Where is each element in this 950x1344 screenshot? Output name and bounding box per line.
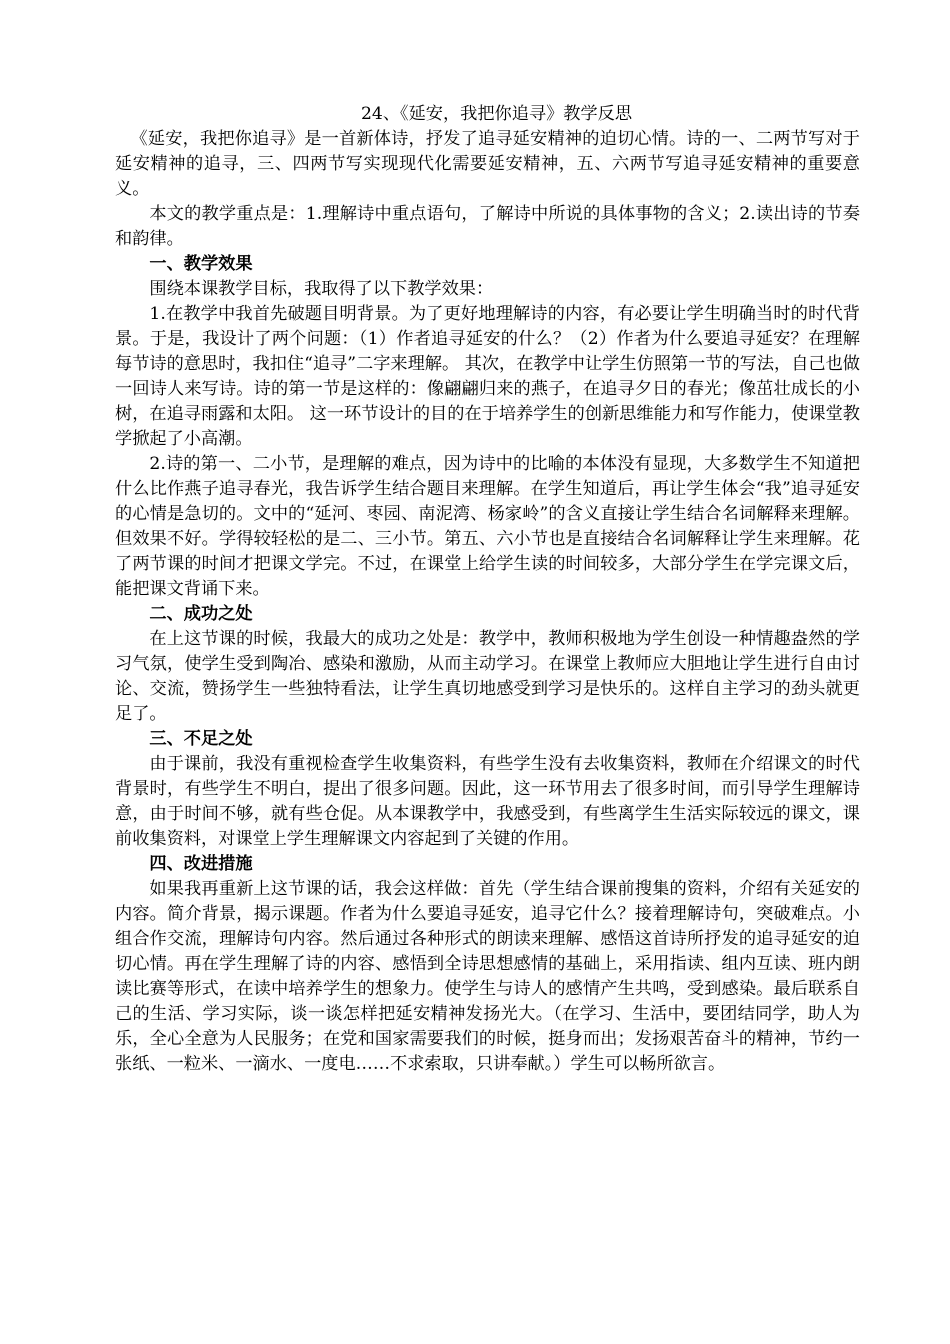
intro-paragraph: 《延安，我把你追寻》是一首新体诗，抒发了追寻延安精神的迫切心情。诗的一、二两节写对于延安精神的追寻，三、四两节写实现现代化需要延安精神，五、六两节写追寻延安精神的重要意义。 xyxy=(115,129,860,199)
section-paragraph: 如果我再重新上这节课的话，我会这样做：首先（学生结合课前搜集的资料，介绍有关延安的内容。简介背景，揭示课题。作者为什么要追寻延安，追寻它什么？接着理解诗句，突破难点。小组合作交流，理解诗句内容。然后通过各种形式的朗读来理解、感悟这首诗所抒发的追寻延安的迫切心情。再在学生理解了诗的内容、感悟到全诗思想感情的基础上，采用指读、组内互读、班内朗读比赛等形式，在读中培养学生的想象力。使学生与诗人的感情产生共鸣，受到感染。最后联系自己的生活、学习实际，谈一谈怎样把延安精神发扬光大。（在学习、生活中，要团结同学，助人为乐，全心全意为人民服务；在党和国家需要我们的时候，挺身而出；发扬艰苦奋斗的精神，节约一张纸、一粒米、一滴水、一度电……不求索取，只讲奉献。）学生可以畅所欲言。 xyxy=(115,879,860,1074)
document-page xyxy=(115,102,860,1077)
section-paragraph: 围绕本课教学目标，我取得了以下教学效果： xyxy=(149,279,494,299)
teaching-focus-paragraph: 本文的教学重点是：1.理解诗中重点语句，了解诗中所说的具体事物的含义；2.读出诗的节奏和韵律。 xyxy=(115,204,860,249)
section-heading-shortcomings: 三、不足之处 xyxy=(149,729,253,749)
section-paragraph: 1.在教学中我首先破题目明背景。为了更好地理解诗的内容，有必要让学生明确当时的时代背景。于是，我设计了两个问题：（1）作者追寻延安的什么？（2）作者为什么要追寻延安？在理解每节诗的意思时，我扣住“追寻”二字来理解。 其次，在教学中让学生仿照第一节的写法，自己也做一回诗人来写诗。诗的第一节是这样的：像翩翩归来的燕子，在追寻夕日的春光；像茁壮成长的小树，在追寻雨露和太阳。 这一环节设计的目的在于培养学生的创新思维能力和写作能力，使课堂教学掀起了小高潮。 xyxy=(115,304,860,449)
section-heading-improvements: 四、改进措施 xyxy=(149,854,253,874)
section-paragraph: 2.诗的第一、二小节，是理解的难点，因为诗中的比喻的本体没有显现，大多数学生不知道把什么比作燕子追寻春光，我告诉学生结合题目来理解。在学生知道后，再让学生体会“我”追寻延安的心情是急切的。文中的“延河、枣园、南泥湾、杨家岭”的含义直接让学生结合名词解释来理解。但效果不好。学得较轻松的是二、三小节。第五、六小节也是直接结合名词解释让学生来理解。花了两节课的时间才把课文学完。不过，在课堂上给学生读的时间较多，大部分学生在学完课文后，能把课文背诵下来。 xyxy=(115,454,860,599)
section-heading-successes: 二、成功之处 xyxy=(149,604,253,624)
section-paragraph: 由于课前，我没有重视检查学生收集资料，有些学生没有去收集资料，教师在介绍课文的时代背景时，有些学生不明白，提出了很多问题。因此，这一环节用去了很多时间，而引导学生理解诗意，由于时间不够，就有些仓促。从本课教学中，我感受到，有些离学生生活实际较远的课文，课前收集资料，对课堂上学生理解课文内容起到了关键的作用。 xyxy=(115,754,860,849)
section-paragraph: 在上这节课的时候，我最大的成功之处是：教学中，教师积极地为学生创设一种情趣盎然的学习气氛，使学生受到陶冶、感染和激励，从而主动学习。在课堂上教师应大胆地让学生进行自由讨论、交流，赞扬学生一些独特看法，让学生真切地感受到学习是快乐的。这样自主学习的劲头就更足了。 xyxy=(115,629,860,724)
document-title: 24、《延安，我把你追寻》教学反思 xyxy=(360,104,633,124)
section-heading-teaching-effect: 一、教学效果 xyxy=(149,254,253,274)
